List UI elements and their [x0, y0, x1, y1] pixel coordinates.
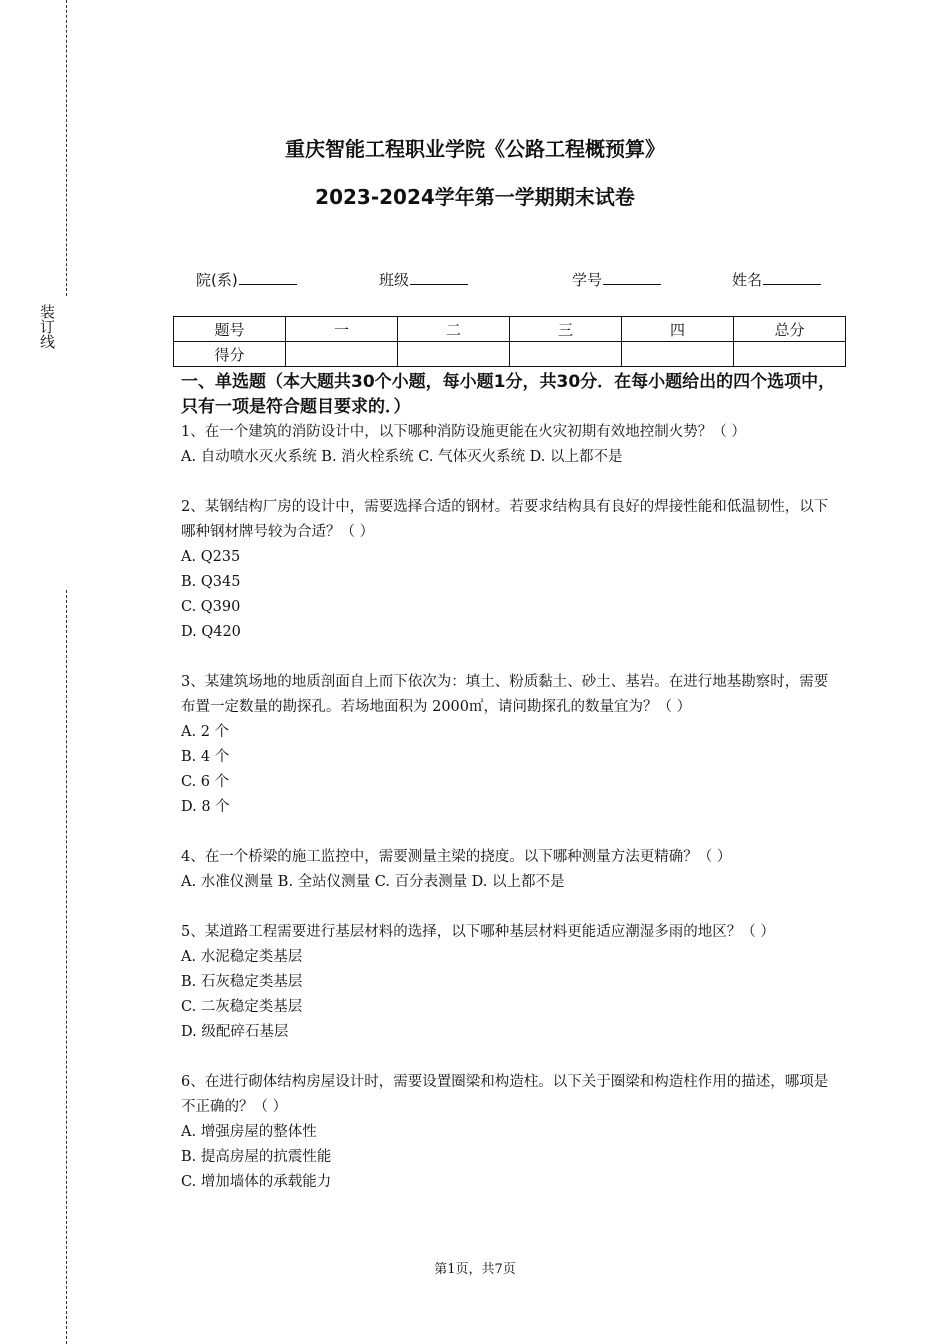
question-option: B. 提高房屋的抗震性能 [181, 1149, 332, 1165]
binding-label: 装订线 [38, 304, 56, 349]
question-option: A. 水准仪测量 B. 全站仪测量 C. 百分表测量 D. 以上都不是 [181, 874, 565, 890]
exam-title-line2: 2023-2024学年第一学期期末试卷 [315, 185, 635, 209]
score-table-header-row [174, 317, 846, 342]
score-table [173, 316, 846, 367]
question-option: A. 水泥稳定类基层 [181, 949, 303, 965]
question-stem: 4、在一个桥梁的施工监控中，需要测量主梁的挠度。以下哪种测量方法更精确？（ ） [181, 849, 732, 865]
question-stem: 3、某建筑场地的地质剖面自上而下依次为：填土、粉质黏土、砂土、基岩。在进行地基勘察时，需要布置一定数量的勘探孔。若场地面积为 2000㎡，请问勘探孔的数量宜为？（ ） [181, 674, 829, 715]
question-option: B. 4 个 [181, 749, 230, 765]
question-option: C. 6 个 [181, 774, 230, 790]
class-blank [410, 270, 468, 285]
question-stem: 1、在一个建筑的消防设计中，以下哪种消防设施更能在火灾初期有效地控制火势？（ ） [181, 424, 746, 440]
question-item [181, 420, 841, 470]
question-option: D. 级配碎石基层 [181, 1024, 289, 1040]
score-header-cell: 一 [286, 317, 398, 342]
question-option: B. 石灰稳定类基层 [181, 974, 303, 990]
question-item [181, 670, 841, 820]
binding-line-bottom [66, 590, 67, 1344]
question-stem: 5、某道路工程需要进行基层材料的选择，以下哪种基层材料更能适应潮湿多雨的地区？（ ） [181, 924, 775, 940]
question-item [181, 1070, 841, 1195]
student-id-label: 学号 [572, 271, 603, 289]
score-header-cell: 题号 [174, 317, 286, 342]
question-option: C. 二灰稳定类基层 [181, 999, 303, 1015]
score-header-cell: 四 [622, 317, 734, 342]
score-cell [398, 342, 510, 367]
question-stem: 6、在进行砌体结构房屋设计时，需要设置圈梁和构造柱。以下关于圈梁和构造柱作用的描述，哪项是不正确的？（ ） [181, 1074, 829, 1115]
score-cell [286, 342, 398, 367]
score-row-label: 得分 [174, 342, 286, 367]
class-label: 班级 [379, 271, 410, 289]
section-heading: 一、单选题（本大题共30个小题，每小题1分，共30分．在每小题给出的四个选项中，只有一项是符合题目要求的．） [181, 372, 836, 417]
question-item [181, 495, 841, 645]
question-option: C. Q390 [181, 599, 241, 615]
question-option: D. 8 个 [181, 799, 230, 815]
score-cell [510, 342, 622, 367]
name-label: 姓名 [732, 271, 763, 289]
question-option: A. 2 个 [181, 724, 230, 740]
score-cell [622, 342, 734, 367]
college-blank [239, 270, 297, 285]
college-field [196, 269, 297, 290]
question-option: D. Q420 [181, 624, 241, 640]
exam-title-line1: 重庆智能工程职业学院《公路工程概预算》 [285, 137, 665, 161]
student-id-blank [603, 270, 661, 285]
question-option: B. Q345 [181, 574, 241, 590]
class-field [379, 269, 468, 290]
question-stem: 2、某钢结构厂房的设计中，需要选择合适的钢材。若要求结构具有良好的焊接性能和低温韧性，以下哪种钢材牌号较为合适？（ ） [181, 499, 829, 540]
question-item [181, 845, 841, 895]
score-header-cell: 三 [510, 317, 622, 342]
page-footer: 第1页，共7页 [434, 1262, 516, 1277]
question-option: A. Q235 [181, 549, 241, 565]
question-item [181, 920, 841, 1045]
question-option: A. 自动喷水灭火系统 B. 消火栓系统 C. 气体灭火系统 D. 以上都不是 [181, 449, 623, 465]
score-header-cell: 总分 [734, 317, 846, 342]
college-label: 院(系) [196, 271, 238, 289]
score-table-score-row [174, 342, 846, 367]
student-id-field [572, 269, 661, 290]
score-cell [734, 342, 846, 367]
question-option: C. 增加墙体的承载能力 [181, 1174, 332, 1190]
name-field [732, 269, 821, 290]
score-header-cell: 二 [398, 317, 510, 342]
name-blank [763, 270, 821, 285]
question-list [181, 420, 841, 1220]
question-option: A. 增强房屋的整体性 [181, 1124, 317, 1140]
